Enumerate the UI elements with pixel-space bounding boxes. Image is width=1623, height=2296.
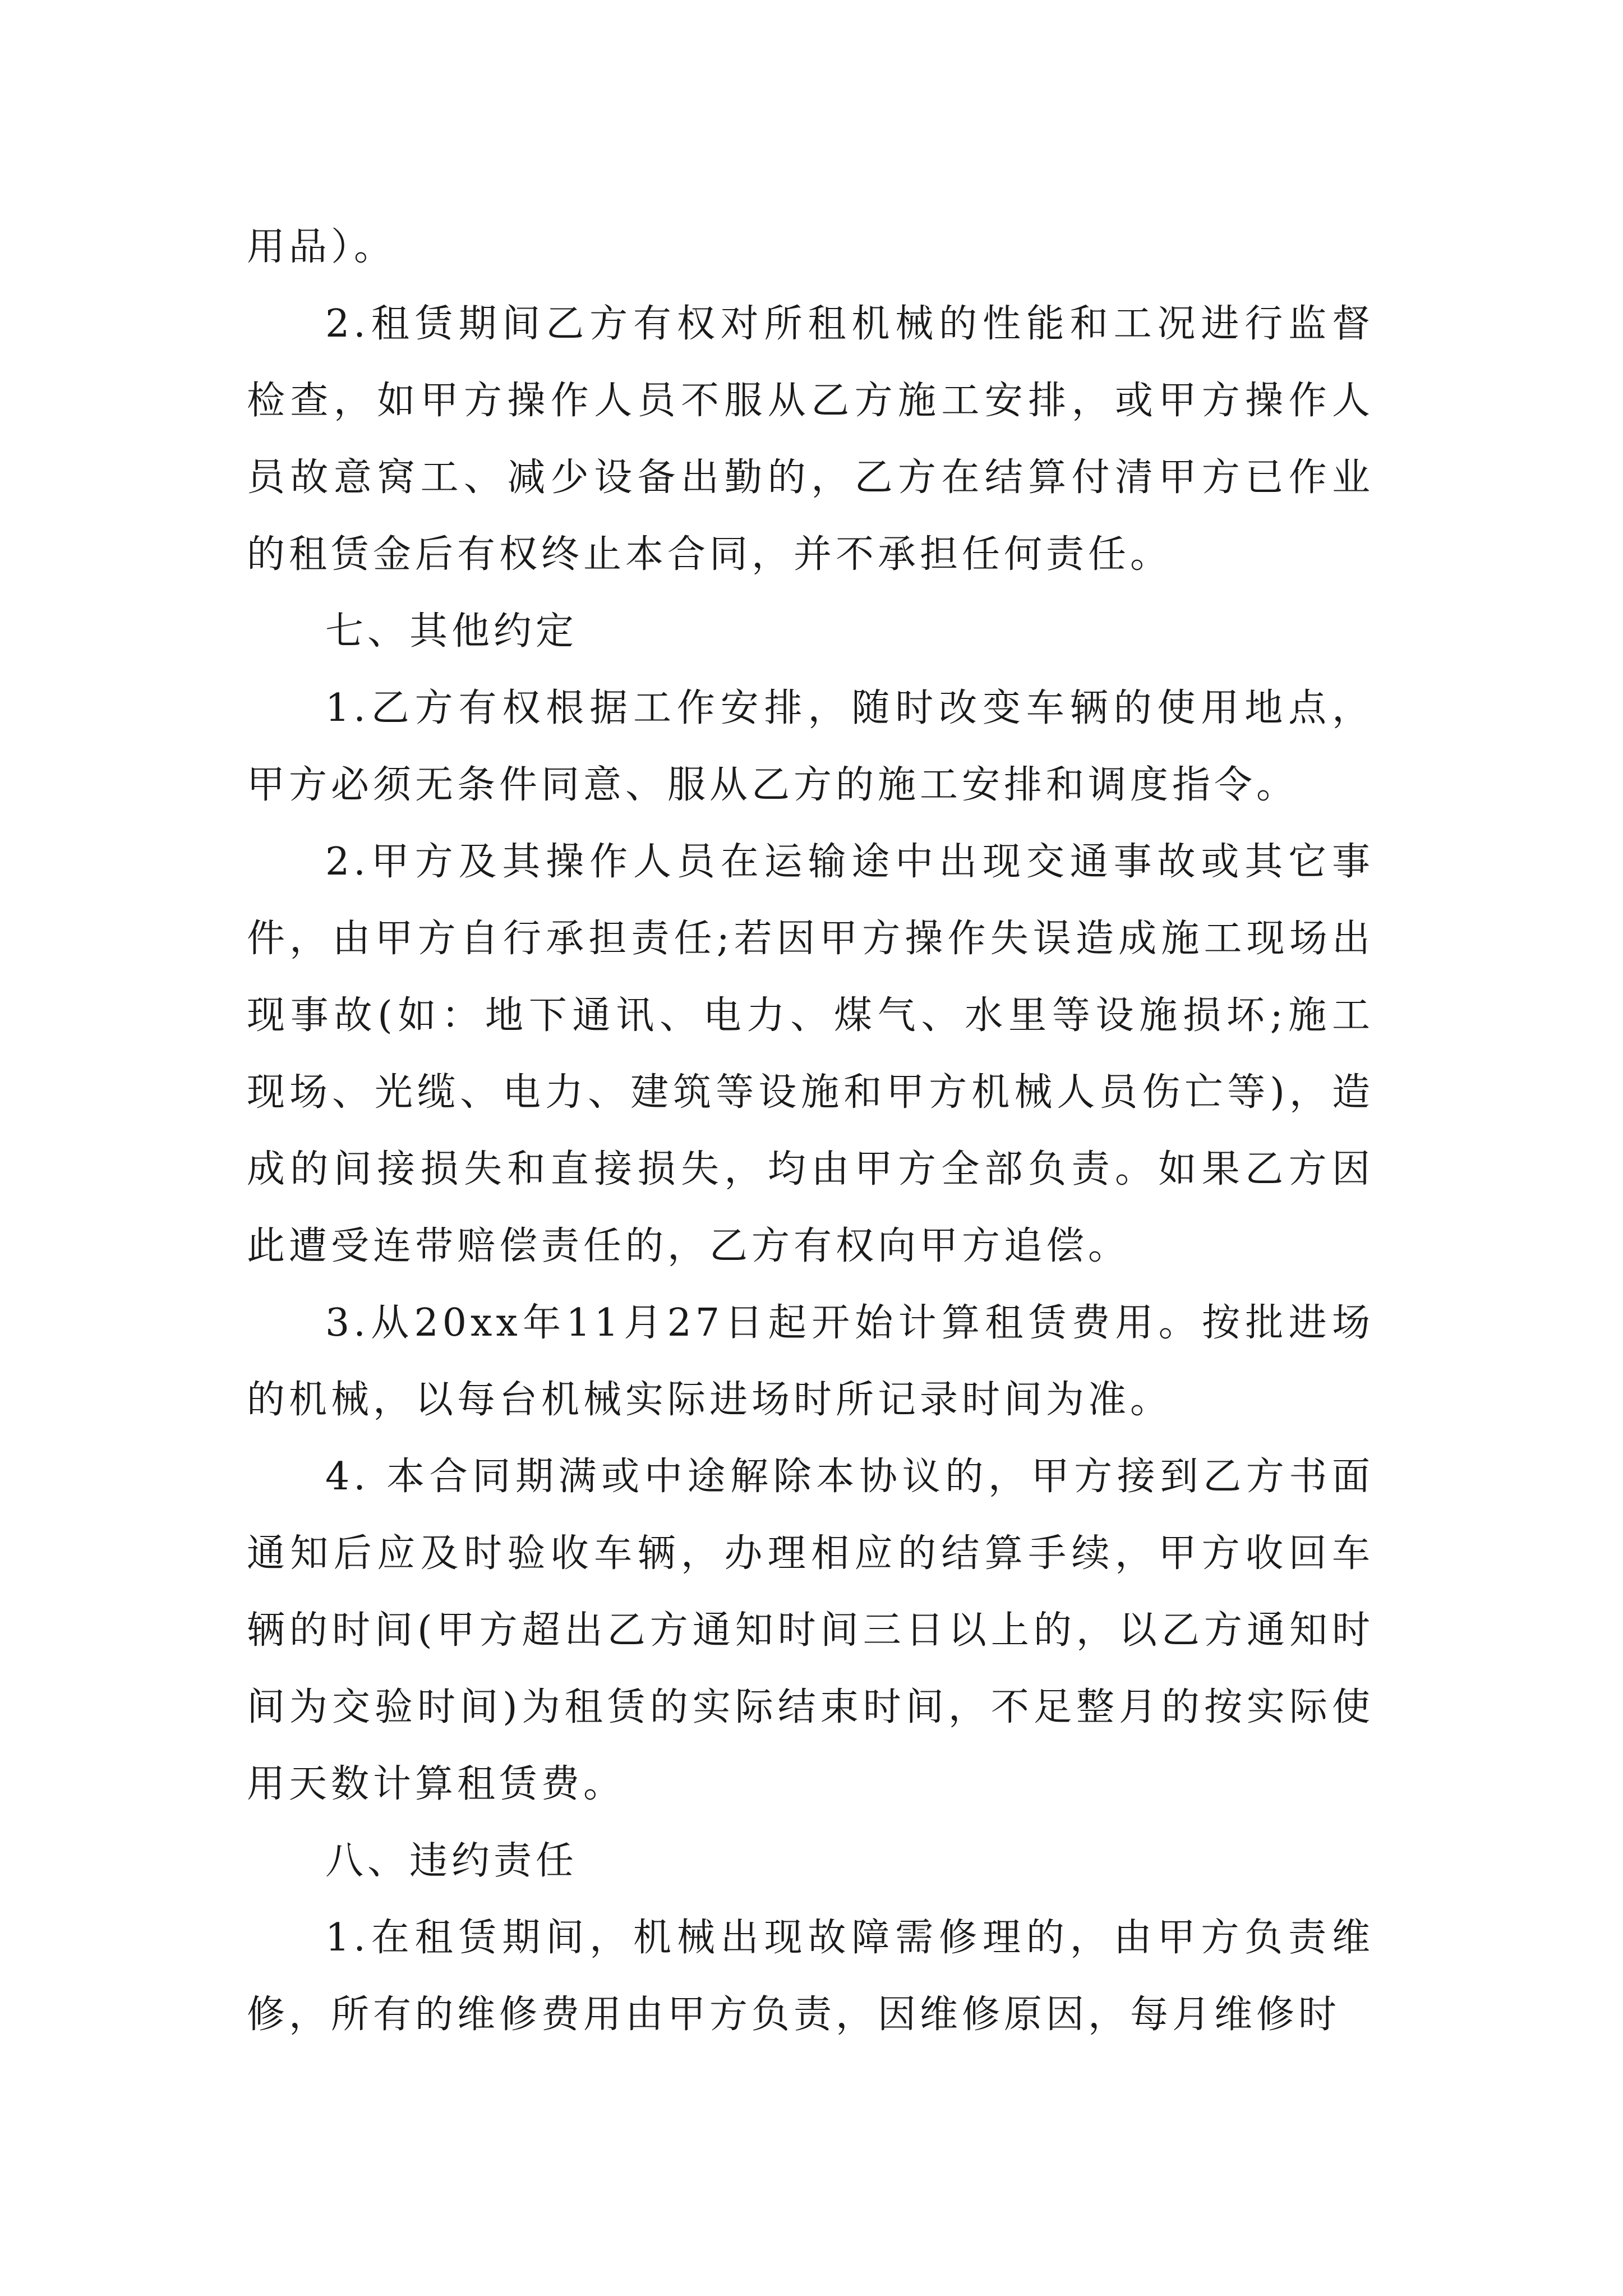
paragraph-clause-7-2: 2.甲方及其操作人员在运输途中出现交通事故或其它事件，由甲方自行承担责任;若因甲方操作失误造成施工现场出现事故(如：地下通讯、电力、煤气、水里等设施损坏;施工现场、光缆、电力、建筑等设施和甲方机械人员伤亡等)，造成的间接损失和直接损失，均由甲方全部负责。如果乙方因此遭受连带赔偿责任的，乙方有权向甲方追偿。 <box>247 840 1374 1268</box>
paragraph-clause-7-4: 4. 本合同期满或中途解除本协议的，甲方接到乙方书面通知后应及时验收车辆，办理相应的结算手续，甲方收回车辆的时间(甲方超出乙方通知时间三日以上的，以乙方通知时间为交验时间)为租赁的实际结束时间，不足整月的按实际使用天数计算租赁费。 <box>247 1455 1374 1806</box>
paragraph-continuation: 用品）。 <box>247 225 396 269</box>
paragraph-clause-7-3: 3.从20xx年11月27日起开始计算租赁费用。按批进场的机械，以每台机械实际进场时所记录时间为准。 <box>247 1301 1374 1422</box>
document-body <box>247 209 1374 2053</box>
section-heading-7: 七、其他约定 <box>325 609 578 654</box>
paragraph-clause-7-1: 1.乙方有权根据工作安排，随时改变车辆的使用地点，甲方必须无条件同意、服从乙方的施工安排和调度指令。 <box>247 686 1374 807</box>
paragraph-clause-8-1: 1.在租赁期间，机械出现故障需修理的，由甲方负责维修，所有的维修费用由甲方负责，因维修原因，每月维修时 <box>247 1916 1374 2037</box>
section-heading-8: 八、违约责任 <box>325 1839 578 1883</box>
paragraph-clause-6-2: 2.租赁期间乙方有权对所租机械的性能和工况进行监督检查，如甲方操作人员不服从乙方施工安排，或甲方操作人员故意窝工、减少设备出勤的，乙方在结算付清甲方已作业的租赁金后有权终止本合同，并不承担任何责任。 <box>247 302 1374 577</box>
